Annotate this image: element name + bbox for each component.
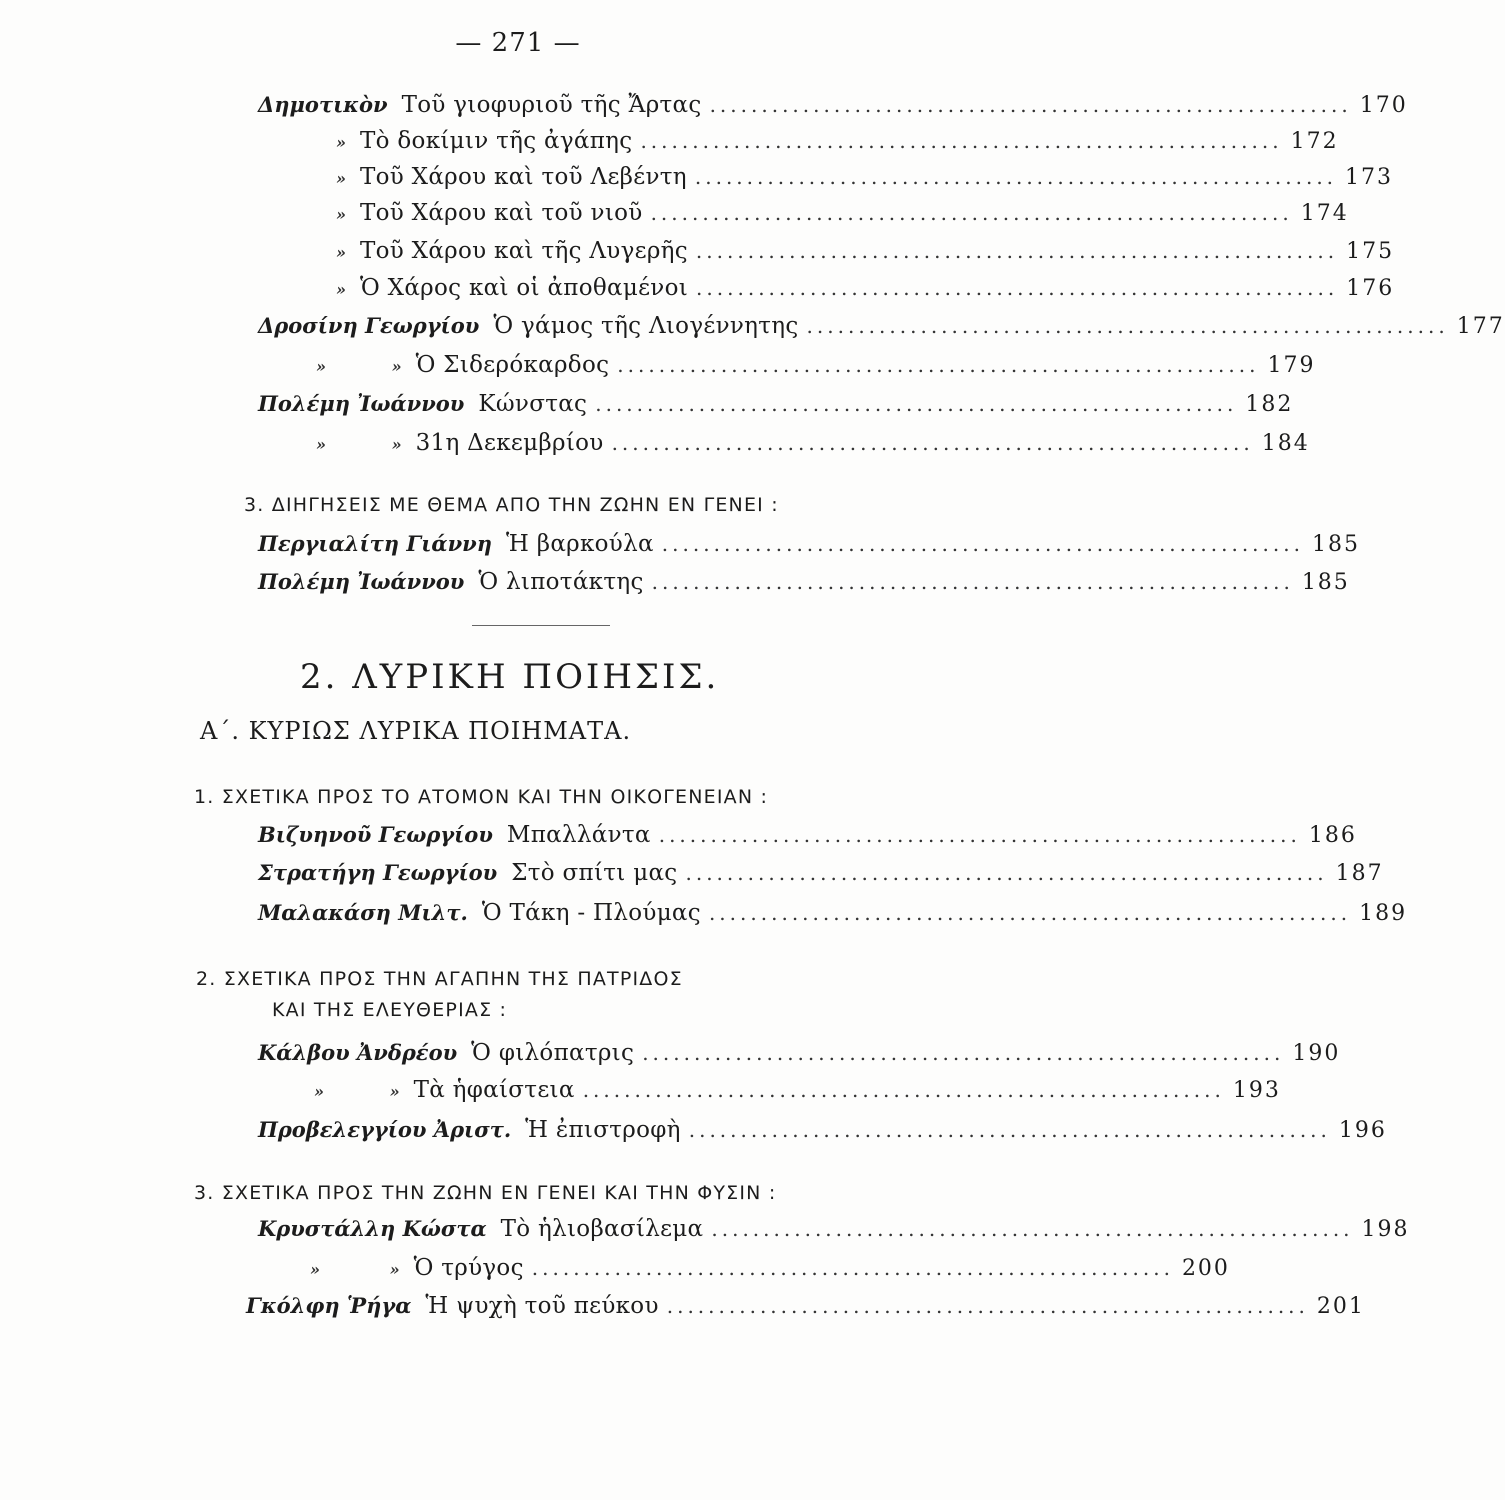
toc-row bbox=[258, 860, 1384, 894]
leader-dots: .............................................................. bbox=[650, 201, 1293, 225]
section-heading: 2. ΣΧΕΤΙΚΑ ΠΡΟΣ ΤΗΝ ΑΓΑΠΗΝ ΤΗΣ ΠΑΤΡΙΔΟΣ bbox=[196, 968, 683, 990]
toc-page: 185 bbox=[1311, 532, 1360, 557]
leader-dots: .............................................................. bbox=[661, 532, 1304, 556]
leader-dots: .............................................................. bbox=[708, 901, 1352, 925]
toc-row bbox=[258, 200, 1349, 234]
toc-page: 175 bbox=[1346, 239, 1395, 264]
leader-dots: .............................................................. bbox=[658, 823, 1301, 847]
toc-page: 189 bbox=[1359, 901, 1408, 926]
toc-page: 196 bbox=[1338, 1118, 1387, 1143]
toc-row bbox=[258, 275, 1395, 309]
ditto-mark: » » bbox=[316, 357, 402, 376]
toc-row bbox=[258, 238, 1395, 272]
ditto-mark: » » bbox=[314, 1082, 400, 1101]
toc-title: Ὁ τρύγος bbox=[413, 1255, 524, 1281]
toc-row bbox=[258, 92, 1408, 126]
toc-author: Κάλβου Ἀνδρέου bbox=[258, 1040, 458, 1065]
toc-row bbox=[258, 1077, 1281, 1111]
toc-page: 179 bbox=[1267, 353, 1316, 378]
toc-page: 174 bbox=[1300, 201, 1349, 226]
ditto-mark: » bbox=[336, 205, 346, 224]
toc-page: 198 bbox=[1361, 1217, 1410, 1242]
divider bbox=[472, 625, 610, 626]
toc-author: Γκόλφη Ῥήγα bbox=[246, 1293, 412, 1318]
toc-author: Πολέμη Ἰωάννου bbox=[258, 391, 465, 416]
toc-page: 185 bbox=[1301, 570, 1350, 595]
leader-dots: .............................................................. bbox=[688, 1118, 1331, 1142]
toc-title: Μπαλλάντα bbox=[506, 822, 651, 848]
leader-dots: .............................................................. bbox=[595, 392, 1238, 416]
toc-title: Ἡ ψυχὴ τοῦ πεύκου bbox=[425, 1293, 659, 1319]
section-heading: 3. ΔΙΗΓΗΣΕΙΣ ΜΕ ΘΕΜΑ ΑΠΟ ΤΗΝ ΖΩΗΝ ΕΝ ΓΕΝΕΙ : bbox=[244, 494, 779, 516]
toc-row bbox=[258, 822, 1357, 856]
toc-row bbox=[258, 391, 1294, 425]
toc-author: Δροσίνη Γεωργίου bbox=[258, 313, 480, 338]
toc-row bbox=[258, 164, 1394, 198]
toc-page: 177 bbox=[1456, 314, 1505, 339]
toc-page: 201 bbox=[1316, 1294, 1365, 1319]
toc-title: Τοῦ γιοφυριοῦ τῆς Ἄρτας bbox=[401, 92, 702, 118]
toc-page: 186 bbox=[1308, 823, 1357, 848]
toc-row bbox=[258, 569, 1350, 603]
page-number: — 271 — bbox=[455, 28, 581, 58]
toc-row bbox=[258, 1040, 1341, 1074]
section-heading-continued: ΚΑΙ ΤΗΣ ΕΛΕΥΘΕΡΙΑΣ : bbox=[272, 999, 508, 1021]
toc-title: Τοῦ Χάρου καὶ τοῦ νιοῦ bbox=[360, 200, 643, 226]
toc-title: Ὁ Χάρος καὶ οἱ ἀποθαμένοι bbox=[360, 275, 689, 301]
toc-row bbox=[258, 531, 1360, 565]
toc-row bbox=[258, 1255, 1230, 1289]
leader-dots: .............................................................. bbox=[666, 1294, 1309, 1318]
leader-dots: .............................................................. bbox=[651, 570, 1294, 594]
leader-dots: .............................................................. bbox=[709, 93, 1352, 117]
toc-title: Τοῦ Χάρου καὶ τῆς Λυγερῆς bbox=[360, 238, 688, 264]
toc-row bbox=[258, 430, 1310, 464]
section-heading: 1. ΣΧΕΤΙΚΑ ΠΡΟΣ ΤΟ ΑΤΟΜΟΝ ΚΑΙ ΤΗΝ ΟΙΚΟΓΕΝΕΙΑΝ : bbox=[194, 786, 769, 808]
toc-author: Βιζυηνοῦ Γεωργίου bbox=[258, 822, 493, 847]
leader-dots: .............................................................. bbox=[685, 861, 1328, 885]
toc-row bbox=[258, 352, 1316, 386]
sub-heading: Α΄. ΚΥΡΙΩΣ ΛΥΡΙΚΑ ΠΟΙΗΜΑΤΑ. bbox=[200, 717, 632, 745]
toc-title: Ὁ Σιδερόκαρδος bbox=[415, 352, 610, 378]
leader-dots: .............................................................. bbox=[694, 165, 1338, 189]
toc-title: Τὰ ἡφαίστεια bbox=[413, 1077, 575, 1103]
toc-page: 200 bbox=[1181, 1256, 1230, 1281]
leader-dots: .............................................................. bbox=[696, 276, 1339, 300]
toc-row bbox=[258, 1216, 1410, 1250]
toc-author: Περγιαλίτη Γιάννη bbox=[258, 531, 492, 556]
toc-title: Ὁ γάμος τῆς Λιογέννητης bbox=[493, 313, 799, 339]
toc-title: Κώνστας bbox=[478, 391, 588, 417]
leader-dots: .............................................................. bbox=[711, 1217, 1354, 1241]
toc-title: Στὸ σπίτι μας bbox=[511, 860, 678, 886]
toc-page: 187 bbox=[1335, 861, 1384, 886]
ditto-mark: » bbox=[336, 243, 346, 262]
toc-row bbox=[258, 1117, 1387, 1151]
toc-title: Τὸ ἡλιοβασίλεμα bbox=[500, 1216, 704, 1242]
leader-dots: .............................................................. bbox=[640, 129, 1283, 153]
ditto-mark: » » bbox=[316, 435, 402, 454]
toc-row bbox=[258, 128, 1339, 162]
ditto-mark: » bbox=[336, 280, 346, 299]
toc-author: Στρατήγη Γεωργίου bbox=[258, 860, 498, 885]
toc-page: 172 bbox=[1290, 129, 1339, 154]
ditto-mark: » bbox=[336, 133, 346, 152]
leader-dots: .............................................................. bbox=[806, 314, 1449, 338]
leader-dots: .............................................................. bbox=[531, 1256, 1174, 1280]
toc-title: Ἡ ἐπιστροφὴ bbox=[525, 1117, 681, 1143]
toc-title: 31η Δεκεμβρίου bbox=[415, 430, 604, 456]
toc-title: Τοῦ Χάρου καὶ τοῦ Λεβέντη bbox=[360, 164, 687, 190]
leader-dots: .............................................................. bbox=[695, 239, 1339, 263]
ditto-mark: » » bbox=[310, 1260, 400, 1279]
toc-page: 184 bbox=[1261, 431, 1310, 456]
toc-title: Τὸ δοκίμιν τῆς ἀγάπης bbox=[360, 128, 633, 154]
section-heading: 3. ΣΧΕΤΙΚΑ ΠΡΟΣ ΤΗΝ ΖΩΗΝ ΕΝ ΓΕΝΕΙ ΚΑΙ ΤΗΝ ΦΥΣΙΝ : bbox=[194, 1182, 777, 1204]
toc-title: Ὁ Τάκη - Πλούμας bbox=[481, 900, 701, 926]
leader-dots: .............................................................. bbox=[611, 431, 1254, 455]
toc-page: 182 bbox=[1245, 392, 1294, 417]
leader-dots: .............................................................. bbox=[582, 1078, 1225, 1102]
toc-title: Ἡ βαρκούλα bbox=[506, 531, 654, 557]
toc-row bbox=[246, 1293, 1365, 1327]
toc-author: Κρυστάλλη Κώστα bbox=[258, 1216, 487, 1241]
toc-row bbox=[258, 900, 1408, 934]
main-heading: 2. ΛΥΡΙΚΗ ΠΟΙΗΣΙΣ. bbox=[300, 657, 720, 697]
toc-page: 176 bbox=[1346, 276, 1395, 301]
leader-dots: .............................................................. bbox=[617, 353, 1260, 377]
toc-author: Προβελεγγίου Ἀριστ. bbox=[258, 1117, 512, 1142]
leader-dots: .............................................................. bbox=[642, 1041, 1285, 1065]
toc-page: 193 bbox=[1232, 1078, 1281, 1103]
toc-author: Πολέμη Ἰωάννου bbox=[258, 569, 465, 594]
toc-page: 170 bbox=[1359, 93, 1408, 118]
toc-title: Ὁ φιλόπατρις bbox=[471, 1040, 635, 1066]
toc-row bbox=[258, 313, 1505, 347]
toc-author: Μαλακάση Μιλτ. bbox=[258, 900, 468, 925]
toc-page: 173 bbox=[1345, 165, 1394, 190]
toc-title: Ὁ λιποτάκτης bbox=[478, 569, 644, 595]
toc-author: Δημοτικὸν bbox=[258, 92, 388, 117]
toc-page: 190 bbox=[1292, 1041, 1341, 1066]
ditto-mark: » bbox=[336, 169, 346, 188]
